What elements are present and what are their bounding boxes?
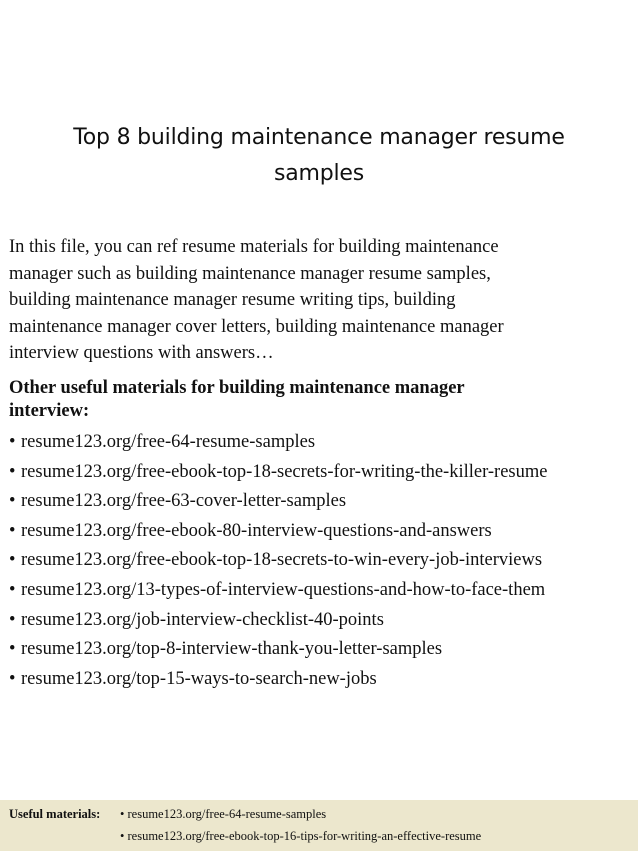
bullet: • [9,579,16,600]
material-link[interactable]: resume123.org/free-ebook-top-18-secrets-to-win-every-job-interviews [21,550,543,571]
material-link[interactable]: resume123.org/job-interview-checklist-40-points [21,609,384,630]
heading-line: interview: [9,401,90,421]
bullet: • [9,668,16,689]
material-link[interactable]: resume123.org/free-ebook-80-interview-questions-and-answers [21,520,492,541]
bullet: • [9,432,16,452]
material-link[interactable]: resume123.org/free-ebook-top-18-secrets-for-writing-the-killer-resume [21,461,548,482]
intro-line: In this file, you can ref resume materials for building maintenance [9,237,499,257]
useful-materials-footer [0,800,638,851]
material-link[interactable]: resume123.org/free-64-resume-samples [21,432,316,452]
title-line: samples [273,161,365,186]
intro-line: manager such as building maintenance manager resume samples, [9,263,491,284]
materials-link-list [9,428,634,694]
list-item [9,428,634,458]
heading-line: Other useful materials for building maintenance manager [9,378,465,398]
intro-paragraph [9,234,631,367]
material-link[interactable]: resume123.org/13-types-of-interview-questions-and-how-to-face-them [21,579,546,600]
list-item [9,606,634,636]
intro-line: building maintenance manager resume writing tips, building [9,290,456,310]
bullet: • [9,461,16,482]
bullet: • [9,639,16,660]
list-item [9,665,634,695]
list-item [9,487,634,517]
intro-line: maintenance manager cover letters, building maintenance manager [9,316,504,337]
footer-label: Useful materials: [9,807,101,821]
list-item [9,517,634,547]
bullet: • [9,491,16,512]
list-item [9,458,634,488]
bullet: • [9,609,16,630]
footer-link[interactable]: • resume123.org/free-64-resume-samples [120,807,327,821]
material-link[interactable]: resume123.org/top-8-interview-thank-you-letter-samples [21,639,443,660]
intro-line: interview questions with answers… [9,343,274,363]
list-item [9,576,634,606]
materials-heading [9,377,631,423]
bullet: • [9,550,16,571]
material-link[interactable]: resume123.org/top-15-ways-to-search-new-jobs [21,668,377,689]
list-item [9,546,634,576]
list-item [9,635,634,665]
page-title [0,120,638,192]
footer-link[interactable]: • resume123.org/free-ebook-top-16-tips-for-writing-an-effective-resume [120,829,482,843]
bullet: • [9,520,16,541]
title-line: Top 8 building maintenance manager resume [73,125,565,150]
material-link[interactable]: resume123.org/free-63-cover-letter-samples [21,491,347,512]
